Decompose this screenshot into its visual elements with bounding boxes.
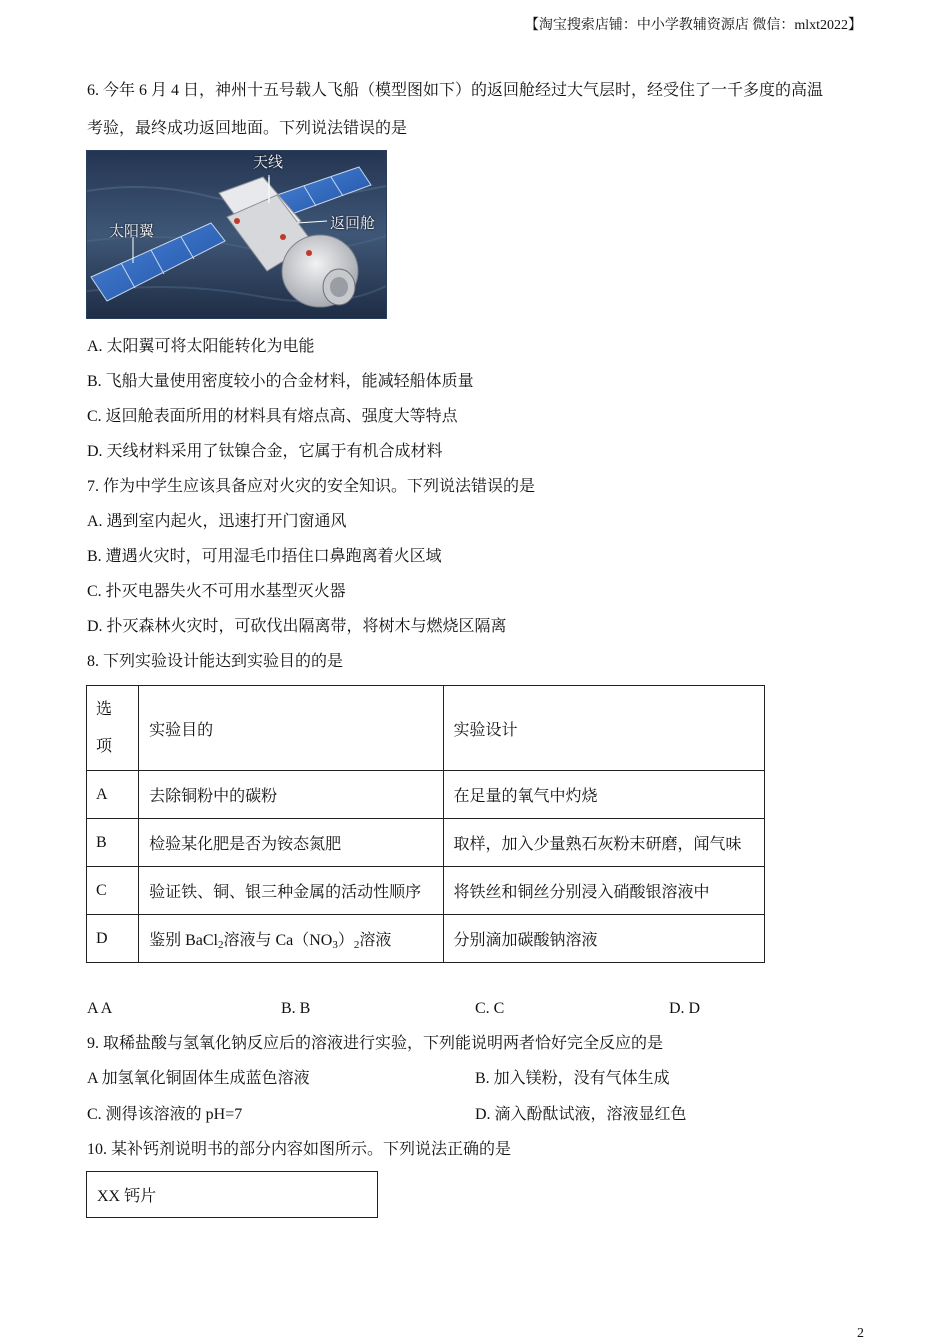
header-design: 实验设计 — [443, 686, 765, 771]
row-option: B — [87, 819, 139, 867]
experiment-table — [86, 685, 765, 963]
formula-subscript-1: 2 — [217, 938, 224, 951]
calcium-tablet-label-box — [86, 1171, 378, 1218]
table-row — [87, 867, 765, 915]
q6-option-b: B. 飞船大量使用密度较小的合金材料，能减轻船体质量 — [87, 373, 474, 390]
calcium-tablet-title: XX 钙片 — [97, 1188, 157, 1205]
row-design: 在足量的氧气中灼烧 — [443, 771, 765, 819]
q6-stem-line1: 6. 今年 6 月 4 日，神州十五号载人飞船（模型图如下）的返回舱经过大气层时，经受住了一千多度的高温 — [87, 82, 824, 99]
row-purpose: 检验某化肥是否为铵态氮肥 — [139, 819, 443, 867]
page-header: 【淘宝搜索店铺：中小学教辅资源店 微信：mlxt2022】 — [524, 18, 862, 33]
antenna-label: 天线 — [253, 153, 284, 171]
q9-option-d: D. 滴入酚酞试液，溶液显红色 — [475, 1106, 687, 1123]
q6-stem-line2: 考验，最终成功返回地面。下列说法错误的是 — [87, 120, 408, 137]
header-purpose: 实验目的 — [139, 686, 443, 771]
formula-text-3: ） — [337, 931, 354, 949]
q7-option-a: A. 遇到室内起火，迅速打开门窗通风 — [87, 513, 347, 530]
q6-option-a: A. 太阳翼可将太阳能转化为电能 — [87, 338, 315, 355]
header-option-cell — [87, 686, 139, 771]
table-header-row — [87, 686, 765, 771]
formula-subscript-2: 3 — [332, 938, 338, 951]
q6-option-c: C. 返回舱表面所用的材料具有熔点高、强度大等特点 — [87, 408, 458, 425]
row-purpose: 去除铜粉中的碳粉 — [139, 771, 443, 819]
q7-option-b: B. 遭遇火灾时，可用湿毛巾捂住口鼻跑离着火区域 — [87, 548, 442, 565]
q9-option-b: B. 加入镁粉，没有气体生成 — [475, 1070, 670, 1087]
header-option-char1: 选 — [96, 701, 113, 718]
q9-option-c: C. 测得该溶液的 pH=7 — [87, 1106, 243, 1123]
q7-option-d: D. 扑灭森林火灾时，可砍伐出隔离带，将树木与燃烧区隔离 — [87, 618, 507, 635]
q6-option-d: D. 天线材料采用了钛镍合金，它属于有机合成材料 — [87, 443, 443, 460]
formula-text-2: 溶液与 Ca（NO — [223, 931, 333, 949]
row-purpose-formula — [139, 915, 443, 963]
row-option: C — [87, 867, 139, 915]
row-purpose: 验证铁、铜、银三种金属的活动性顺序 — [139, 867, 443, 915]
table-row — [87, 819, 765, 867]
page-number: 2 — [857, 1326, 864, 1341]
q8-choice-c: C. C — [475, 1000, 505, 1017]
row-design: 将铁丝和铜丝分别浸入硝酸银溶液中 — [443, 867, 765, 915]
q8-choice-b: B. B — [281, 1000, 311, 1017]
formula-text-1: 鉴别 BaCl — [149, 931, 218, 949]
q9-stem: 9. 取稀盐酸与氢氧化钠反应后的溶液进行实验，下列能说明两者恰好完全反应的是 — [87, 1035, 664, 1052]
formula-subscript-3: 2 — [353, 938, 360, 951]
row-option: D — [87, 915, 139, 963]
row-option: A — [87, 771, 139, 819]
row-design: 取样，加入少量熟石灰粉末研磨，闻气味 — [443, 819, 765, 867]
solar-wing-label: 太阳翼 — [109, 222, 155, 240]
q10-stem: 10. 某补钙剂说明书的部分内容如图所示。下列说法正确的是 — [87, 1141, 512, 1158]
spacecraft-model-image — [86, 150, 387, 319]
capsule-label: 返回舱 — [330, 214, 376, 232]
q8-choice-a: A A — [87, 1000, 113, 1017]
formula-text-4: 溶液 — [359, 931, 392, 949]
q9-option-a: A 加氢氧化铜固体生成蓝色溶液 — [87, 1070, 310, 1087]
table-row — [87, 771, 765, 819]
q7-stem: 7. 作为中学生应该具备应对火灾的安全知识。下列说法错误的是 — [87, 478, 536, 495]
table-row — [87, 915, 765, 963]
header-option-char2: 项 — [96, 738, 113, 755]
q7-option-c: C. 扑灭电器失火不可用水基型灭火器 — [87, 583, 346, 600]
q8-stem: 8. 下列实验设计能达到实验目的的是 — [87, 653, 344, 670]
row-design: 分别滴加碳酸钠溶液 — [443, 915, 765, 963]
q8-choice-d: D. D — [669, 1000, 701, 1017]
